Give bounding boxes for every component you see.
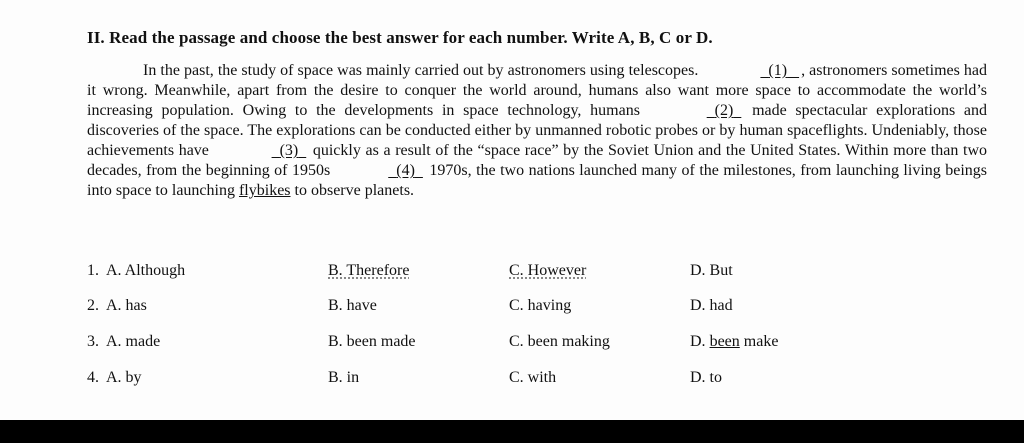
option-3c: C. been making bbox=[509, 333, 610, 350]
question-3-number: 3. bbox=[87, 333, 99, 350]
option-2b: B. have bbox=[328, 297, 377, 314]
option-4a: A. by bbox=[106, 369, 142, 386]
question-4-number: 4. bbox=[87, 369, 99, 386]
blank-3: (3) bbox=[279, 142, 299, 159]
passage-text: quickly as a result of the “space race” by the Soviet Union and the United States. Within more than two decades, from the beginning of 1950s bbox=[87, 142, 987, 179]
blank-2: (2) bbox=[714, 102, 734, 119]
passage-text: , astronomers sometimes had it wrong. Meanwhile, apart from the desire to conquer the world around, humans also want more space to accommodate the world’s increasing population. Owing to the developments in space technology, humans bbox=[87, 62, 987, 119]
blank-1: (1) bbox=[768, 62, 788, 79]
underlined-word: flybikes bbox=[238, 182, 291, 199]
passage-text: 1970s, the two nations launched many of the milestones, from launching living beings into space to launching bbox=[87, 162, 988, 199]
option-2c: C. having bbox=[509, 297, 572, 314]
reading-passage bbox=[87, 61, 987, 201]
option-3d: D. been make bbox=[690, 333, 779, 350]
option-1c: C. However bbox=[509, 262, 587, 279]
option-3b: B. been made bbox=[328, 333, 416, 350]
passage-text: In the past, the study of space was mainly carried out by astronomers using telescopes. bbox=[143, 62, 699, 79]
option-1d: D. But bbox=[690, 262, 733, 279]
option-1a: A. Although bbox=[106, 262, 186, 279]
option-3a: A. made bbox=[106, 333, 161, 350]
blank-4: (4) bbox=[396, 162, 415, 179]
passage-text: to observe planets. bbox=[294, 182, 415, 199]
option-4b: B. in bbox=[328, 369, 360, 386]
option-4d: D. to bbox=[690, 369, 722, 386]
option-1b: B. Therefore bbox=[328, 262, 410, 279]
option-2a: A. has bbox=[106, 297, 147, 314]
option-2d: D. had bbox=[690, 297, 733, 314]
question-2-number: 2. bbox=[87, 297, 99, 314]
question-1-number: 1. bbox=[87, 262, 99, 279]
passage-text: made spectacular explorations and discoveries of the space. The explorations can be conducted either by unmanned robotic probes or by human spaceflights. Undeniably, those achievements have bbox=[87, 102, 988, 159]
option-3d-underlined: been bbox=[709, 333, 740, 350]
option-4c: C. with bbox=[509, 369, 557, 386]
exercise-heading: II. Read the passage and choose the best answer for each number. Write A, B, C or D. bbox=[87, 28, 713, 47]
